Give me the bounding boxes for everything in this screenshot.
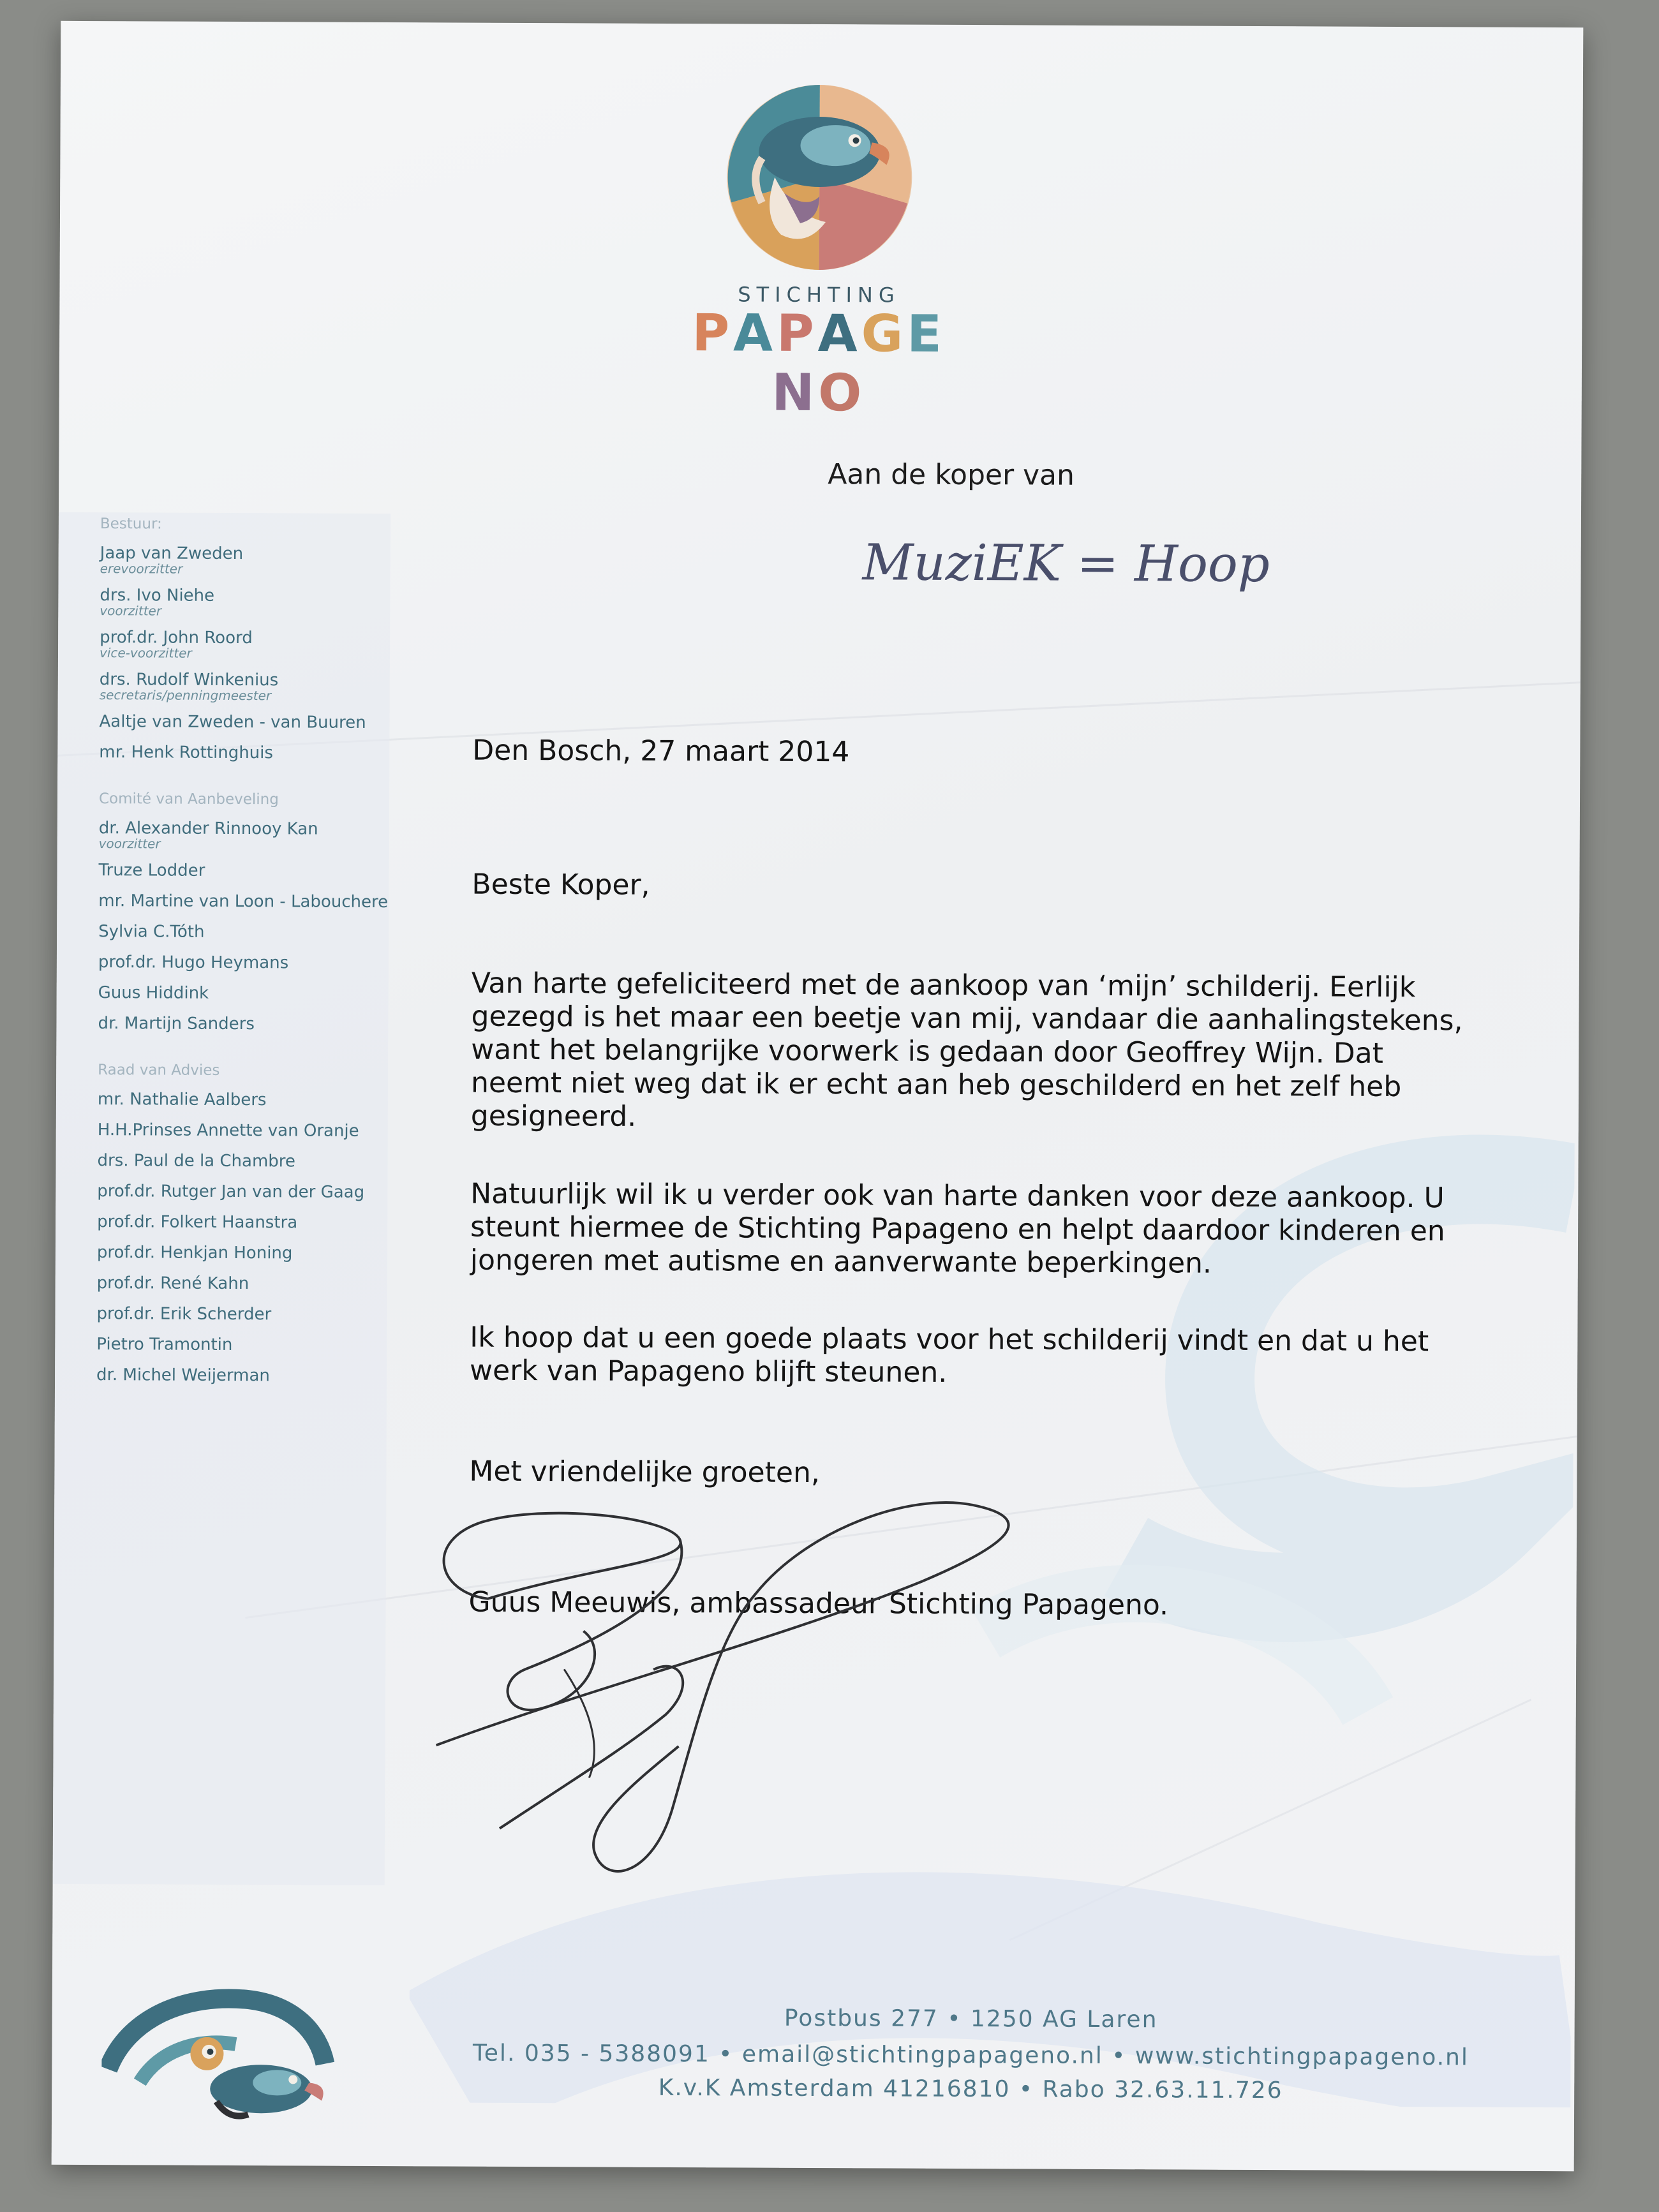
sidebar-member-name: Sylvia C.Tóth [98,922,205,942]
sidebar-member-role: erevoorzitter [100,561,183,577]
sidebar-member [99,712,405,732]
footer-registration: K.v.K Amsterdam 41216810 • Rabo 32.63.11.726 [658,2074,1283,2104]
parrot-circle-logo-icon [724,81,916,273]
sidebar-member [100,544,406,575]
sidebar-member-name: Aaltje van Zweden - van Buuren [99,712,366,732]
sidebar-member [97,1212,403,1233]
brand-letter: A [817,303,861,364]
sidebar-member [100,670,406,702]
letter-line: want het belangrijke voorwerk is gedaan door Geoffrey Wijn. Dat [471,1033,1384,1070]
sidebar-member [97,1243,403,1263]
sidebar-member [98,922,405,942]
signature-scribble [398,1477,1140,1901]
sidebar-member-name: Truze Lodder [98,861,205,880]
parrot-swirl-icon [101,1980,345,2128]
sidebar-member-name: prof.dr. René Kahn [96,1273,249,1294]
sidebar-member [97,1182,403,1202]
sidebar-member [100,586,406,618]
sidebar-member-name: dr. Michel Weijerman [96,1365,271,1386]
sidebar-member-role: secretaris/penningmeester [99,687,272,704]
sidebar-member [97,1273,403,1294]
sidebar-member-name: prof.dr. Folkert Haanstra [97,1212,298,1233]
sidebar-member-name: drs. Paul de la Chambre [97,1151,295,1171]
sidebar-member-name: prof.dr. Hugo Heymans [98,953,289,973]
sidebar-member-name: mr. Nathalie Aalbers [97,1090,267,1110]
brand-letter: E [907,304,946,364]
sidebar-member-name: Guus Hiddink [98,983,209,1003]
letter-line: werk van Papageno blijft steunen. [470,1354,948,1389]
sidebar-member [99,743,405,763]
letter-closing: Met vriendelijke groeten, [469,1455,821,1490]
sidebar-member-name: H.H.Prinses Annette van Oranje [97,1120,359,1141]
letter-sheet [52,21,1584,2171]
sidebar-member [99,819,405,850]
sidebar-member-name: Jaap van Zweden [100,544,244,564]
footer-contact: Tel. 035 - 5388091 • email@stichtingpapageno.nl • www.stichtingpapageno.nl [472,2040,1469,2071]
letter-line: Natuurlijk wil ik u verder ook van harte danken voor deze aankoop. U [470,1177,1445,1215]
letter-paragraph-1 [471,967,1505,1138]
sidebar-section [98,791,405,1034]
sidebar-member-role: voorzitter [100,603,162,619]
letter-line: Ik hoop dat u een goede plaats voor het schilderij vindt en dat u het [470,1321,1429,1358]
sidebar-member-name: dr. Martijn Sanders [98,1014,255,1034]
sidebar-member-name: prof.dr. Henkjan Honing [96,1243,293,1263]
sidebar-member-role: vice-voorzitter [99,645,192,661]
sidebar-member-name: drs. Rudolf Winkenius [99,670,279,690]
sidebar-member-name: dr. Alexander Rinnooy Kan [98,819,318,839]
brand-letter: P [692,303,734,363]
sidebar-member [98,953,405,973]
sidebar-section [99,516,406,763]
letter-date: Den Bosch, 27 maart 2014 [472,734,850,769]
sidebar-section-heading: Comité van Aanbeveling [98,791,279,808]
sidebar-member-name: Pietro Tramontin [96,1335,233,1355]
brand-letter: N [771,362,819,422]
sidebar-section [96,1062,404,1386]
sidebar-member-name: mr. Henk Rottinghuis [99,743,274,763]
letter-line: jongeren met autisme en aanverwante beperkingen. [470,1243,1212,1280]
addressee-line: Aan de koper van [828,458,1075,492]
sidebar-section-heading: Raad van Advies [98,1062,220,1079]
sidebar-member-name: prof.dr. Erik Scherder [96,1304,272,1325]
letter-signatory: Guus Meeuwis, ambassadeur Stichting Papageno. [468,1585,1169,1622]
letter-line: gesigneerd. [470,1099,637,1133]
handwritten-title-text: MuziEK = Hoop [862,534,1270,594]
sidebar-member [96,1304,403,1325]
letter-line: gezegd is het maar een beetje van mij, vandaar die aanhalingstekens, [471,1000,1463,1037]
sidebar-member [98,1090,404,1110]
brand-papageno [691,303,947,423]
sidebar-member-name: mr. Martine van Loon - Labouchere [98,891,389,912]
sidebar-member [100,628,406,660]
sidebar-member [98,861,405,881]
sidebar-member [96,1365,403,1386]
sidebar-section-heading: Bestuur: [100,516,162,533]
brand-letter: O [818,362,866,423]
handwritten-title [856,516,1328,613]
sidebar-member-role: voorzitter [98,836,161,852]
letter-line: neemt niet weg dat ik er echt aan heb geschilderd en het zelf heb [470,1066,1402,1103]
letter-paragraph-2 [470,1178,1505,1282]
letter-line: steunt hiermee de Stichting Papageno en helpt daardoor kinderen en [470,1210,1445,1248]
letter-line: Van harte gefeliciteerd met de aankoop van ‘mijn’ schilderij. Eerlijk [471,967,1416,1004]
letter-paragraph-3 [470,1321,1503,1392]
sidebar-member-name: prof.dr. John Roord [100,628,253,648]
brand-stichting: STICHTING [738,282,900,308]
sidebar-member-name: prof.dr. Rutger Jan van der Gaag [97,1182,365,1202]
brand-letter: G [861,304,907,364]
sidebar-member-name: drs. Ivo Niehe [100,586,215,605]
sidebar-member [97,1151,403,1171]
brand-letter: P [776,303,818,363]
sidebar-member [98,1120,404,1141]
sidebar-member [98,1014,404,1034]
footer-address: Postbus 277 • 1250 AG Laren [784,2005,1158,2033]
board-sidebar [96,516,406,1414]
sidebar-member [98,983,405,1004]
brand-letter: A [733,303,777,363]
sidebar-member [96,1335,403,1355]
sidebar-member [98,891,405,912]
letter-salutation: Beste Koper, [472,868,650,902]
